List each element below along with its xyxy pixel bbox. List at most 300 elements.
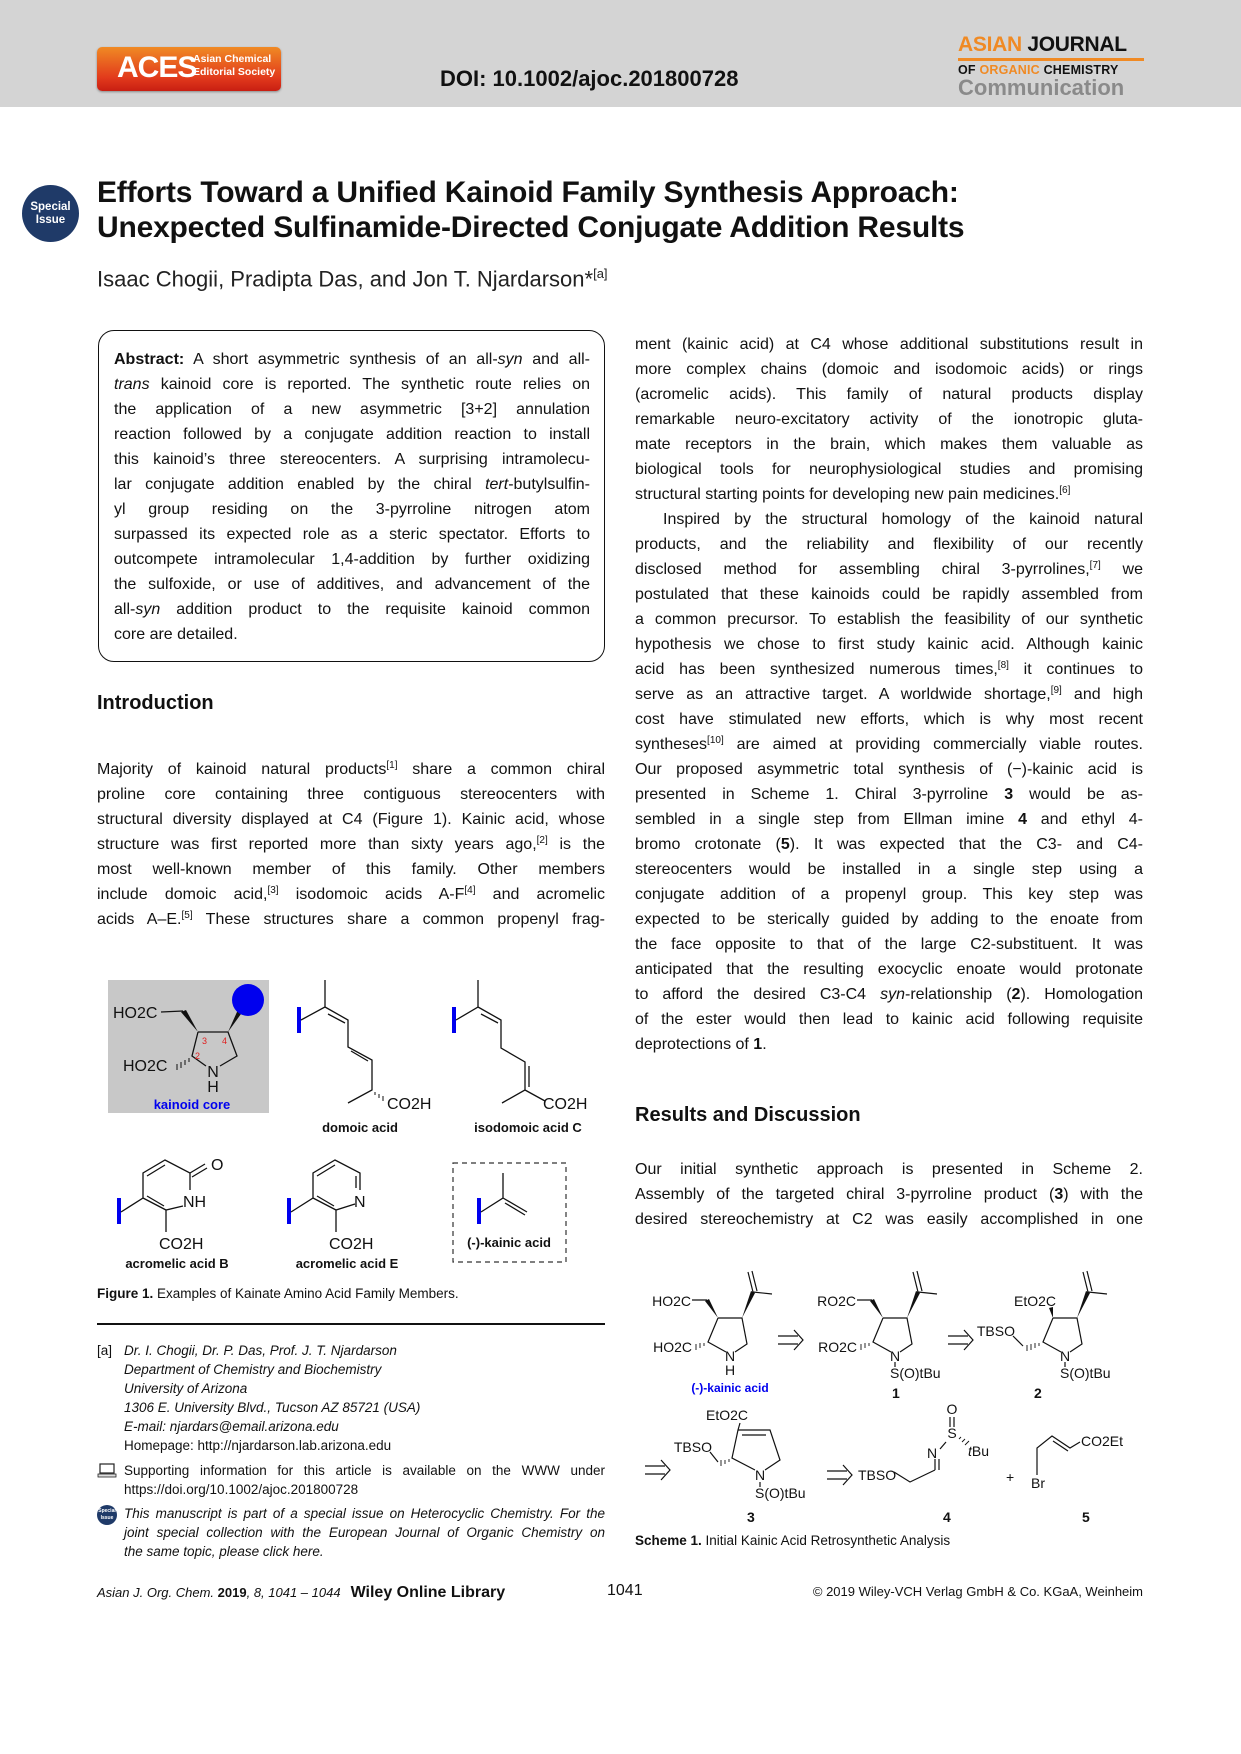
text-segment: and high [1061, 686, 1143, 703]
atom-label: TBSO [673, 1439, 712, 1455]
text-line [635, 757, 1143, 782]
text-segment: cost have stimulated new efforts, which is why most recent [635, 711, 1143, 728]
text-line [635, 1182, 1143, 1207]
text-segment: Assembly of the targeted chiral 3-pyrroline product ( [635, 1186, 1055, 1203]
kainic-acid-structure [652, 1271, 772, 1395]
aces-line2: Editorial Society [193, 66, 276, 78]
text-line [97, 757, 605, 782]
text-segment: to afford the desired C3-C4 [635, 986, 881, 1003]
text-line [114, 497, 590, 522]
structure-label: acromelic acid E [295, 1256, 399, 1270]
text-segment: anticipated that the resulting exocyclic enoate would protonate [635, 961, 1143, 978]
footnote-line: Department of Chemistry and Biochemistry [124, 1362, 382, 1377]
atom-label: N [889, 1348, 901, 1364]
footnote-mark: [a] [97, 1343, 113, 1358]
text-line [114, 447, 590, 472]
atom-label: S(O)tBu [890, 1365, 941, 1381]
compound-2-structure [977, 1271, 1111, 1401]
text-line [97, 782, 605, 807]
badge-line1: Special [30, 200, 71, 213]
text-segment: postulated that these kainoids could be rapidly assembled from [635, 586, 1143, 603]
text-line [635, 732, 1143, 757]
year: 2019 [217, 1585, 247, 1600]
text-line [635, 1032, 1143, 1057]
caption-label: Scheme 1. [635, 1533, 702, 1548]
atom-label: H [724, 1362, 736, 1378]
acromelic-acid-e-structure [287, 1160, 399, 1270]
footnote-text: Dr. I. Chogii, Dr. P. Das, Prof. J. T. Njardarson [124, 1343, 397, 1358]
homepage-link[interactable]: Homepage: http://njardarson.lab.arizona.edu [124, 1438, 392, 1453]
structure-label: (-)-kainic acid [467, 1235, 551, 1250]
bonds [481, 1173, 527, 1215]
text-line [635, 857, 1143, 882]
text-segment: biological tools for neurophysiological studies and promising [635, 461, 1143, 478]
citation-ref[interactable]: [2] [536, 835, 548, 846]
text-segment: conjugate addition of a propenyl group. This key step was [635, 886, 1143, 903]
bonds [710, 1423, 780, 1487]
text-segment: syn [497, 351, 523, 368]
attachment-bar [297, 1007, 301, 1033]
text-segment: isodomoic acids A-F [278, 886, 465, 903]
text-segment: 3 [1054, 1186, 1064, 1203]
substituent-placeholder-circle [232, 984, 264, 1016]
citation-ref[interactable]: [3] [267, 885, 279, 896]
journal-abbrev: Asian J. Org. Chem. [97, 1585, 215, 1600]
text-segment: surpassed its expected role as a steric spectator. Efforts to [114, 526, 590, 543]
bonds [894, 1417, 957, 1482]
article-type: Communication [958, 75, 1125, 100]
compound-3-structure [674, 1407, 806, 1525]
text-segment: 1 [753, 1036, 763, 1053]
text-segment: kainoid core is reported. The synthetic route relies on [149, 376, 590, 393]
atom-label: N [1059, 1348, 1071, 1364]
text-segment: yl group residing on the 3-pyrroline nitrogen atom [114, 501, 590, 518]
compound-number: 1 [892, 1385, 900, 1401]
structure-label: acromelic acid B [125, 1256, 229, 1270]
text-segment: addition product to the requisite kainoid common [160, 601, 590, 618]
supporting-info-text: Supporting information for this article is available on the WWW under [124, 1463, 605, 1478]
text-segment: it continues to [1008, 661, 1144, 678]
citation-ref[interactable]: [5] [181, 910, 193, 921]
text-segment: acids A–E. [97, 911, 182, 928]
journal-logo[interactable] [958, 33, 1144, 101]
structure-label: (-)-kainic acid [691, 1381, 769, 1395]
text-segment: and acromelic [475, 886, 606, 903]
email-link[interactable]: E-mail: njardars@email.arizona.edu [124, 1419, 339, 1434]
text-segment: of the ester would then lead to kainic acid following requisite [635, 1011, 1143, 1028]
text-segment: core are detailed. [114, 626, 238, 643]
bonds [301, 980, 372, 1103]
atom-label: RO2C [818, 1339, 857, 1355]
atom-label: N [207, 1064, 219, 1081]
text-line [635, 882, 1143, 907]
caption-text: Initial Kainic Acid Retrosynthetic Analysis [701, 1533, 951, 1548]
wedge-bond [705, 1299, 718, 1318]
atom-label: EtO2C [705, 1407, 748, 1423]
structure-label: domoic acid [322, 1120, 398, 1135]
text-segment: desired stereochemistry at C2 was easily accomplished in one [635, 1211, 1143, 1228]
retro-arrow [778, 1330, 803, 1350]
footnote-line: University of Arizona [124, 1381, 248, 1396]
text-line [635, 832, 1143, 857]
position-number: 4 [222, 1036, 228, 1046]
text-segment: stereocenters would be installed in a single step using a [635, 861, 1143, 878]
text-segment: the application of a new asymmetric [3+2] annulation [114, 401, 590, 418]
logo-word: CHEMISTRY [1043, 63, 1119, 77]
figure-1-structures [95, 970, 615, 1270]
wedge-bond [870, 1299, 883, 1318]
hashed-bond [375, 1092, 383, 1101]
text-line [635, 432, 1143, 457]
text-segment: bromo crotonate ( [635, 836, 781, 853]
author-names: Isaac Chogii, Pradipta Das, and Jon T. Njardarson* [97, 266, 594, 292]
atom-label: EtO2C [1013, 1293, 1056, 1309]
text-segment: . [762, 1036, 767, 1053]
title-line1: Efforts Toward a Unified Kainoid Family Synthesis Approach: [97, 176, 959, 209]
atom-label: N [354, 1194, 366, 1211]
atom-label: Br [1031, 1475, 1045, 1491]
text-segment: proline core containing three contiguous stereocenters with [97, 786, 605, 803]
text-segment: structural diversity displayed at C4 (Figure 1). Kainic acid, whose [97, 811, 605, 828]
text-segment: syntheses [635, 736, 708, 753]
scheme-1-retrosynthesis [630, 1270, 1140, 1530]
section-heading-results: Results and Discussion [635, 1104, 861, 1126]
wedge-bond [907, 1291, 920, 1318]
text-line [114, 397, 590, 422]
compound-5-structure [1031, 1433, 1123, 1525]
text-line [114, 572, 590, 597]
badge-line2: Issue [100, 1515, 114, 1521]
text-line [114, 522, 590, 547]
aces-logo-text: ACES [117, 51, 197, 84]
plus-sign: + [1006, 1469, 1015, 1485]
text-segment: Majority of kainoid natural products [97, 761, 387, 778]
citation [97, 1584, 505, 1602]
footnote-line [97, 1341, 605, 1360]
retro-arrow [827, 1465, 852, 1485]
text-segment: 3 [1004, 786, 1014, 803]
atom-label: N [926, 1445, 938, 1461]
atom-label: N [754, 1467, 766, 1483]
atom-label: HO2C [652, 1293, 691, 1309]
scheme-1-caption [635, 1533, 950, 1548]
text-segment: acid has been synthesized numerous times, [635, 661, 998, 678]
logo-word: ASIAN [958, 33, 1022, 56]
text-segment: 4 [1018, 811, 1027, 828]
atom-label [968, 1443, 989, 1459]
attachment-bar [477, 1198, 481, 1224]
bonds [456, 980, 545, 1103]
position-number: 2 [195, 1051, 201, 1061]
text-segment: -relationship ( [905, 986, 1012, 1003]
doi-link[interactable]: DOI: 10.1002/ajoc.201800728 [440, 66, 739, 91]
text-segment: are aimed at providing commercially viable routes. [723, 736, 1143, 753]
volume-pages: , 8, 1041 – 1044 [246, 1585, 341, 1600]
atom-label: S(O)tBu [755, 1485, 806, 1501]
kainoid-core-structure [108, 980, 269, 1113]
footnote-line: 1306 E. University Blvd., Tucson AZ 85721 (USA) [124, 1400, 421, 1415]
text-line [114, 597, 590, 622]
text-segment: reaction followed by a conjugate addition reaction to install [114, 426, 590, 443]
text-segment: Our initial synthetic approach is presented in Scheme 2. [635, 1161, 1143, 1178]
tert-prefix: t [968, 1443, 972, 1459]
text-line [114, 472, 590, 497]
special-issue-link[interactable]: the same topic, please click here. [124, 1544, 324, 1559]
text-line [97, 832, 605, 857]
text-segment: trans [114, 376, 150, 393]
section-heading-introduction: Introduction [97, 692, 214, 714]
introduction-text [97, 757, 605, 932]
text-segment: outcompete intramolecular 1,4-addition by further oxidizing [114, 551, 590, 568]
compound-4-structure [858, 1401, 989, 1525]
text-line [635, 632, 1143, 657]
compound-number: 3 [747, 1509, 755, 1525]
text-segment: this kainoid’s three stereocenters. A surprising intramolecu- [114, 451, 590, 468]
text-line [635, 357, 1143, 382]
text-line [635, 1157, 1143, 1182]
page-number: 1041 [607, 1582, 643, 1599]
citation-ref[interactable]: [6] [1059, 485, 1071, 496]
supporting-info-link[interactable]: https://doi.org/10.1002/ajoc.201800728 [124, 1482, 359, 1497]
domoic-acid-structure [297, 980, 431, 1135]
attachment-bar [287, 1198, 291, 1224]
hashed-bond [721, 1459, 729, 1466]
text-line [635, 707, 1143, 732]
atom-label: CO2H [329, 1236, 374, 1253]
text-line [114, 547, 590, 572]
wiley-online-library-link[interactable]: Wiley Online Library [350, 1584, 506, 1601]
bonds [1037, 1436, 1080, 1475]
atom-label: O [211, 1157, 224, 1174]
results-text [635, 1157, 1143, 1232]
aces-logo-subtitle [193, 53, 275, 79]
citation-ref[interactable]: [4] [464, 885, 476, 896]
text-segment: Abstract: [114, 351, 185, 368]
copyright: © 2019 Wiley-VCH Verlag GmbH & Co. KGaA, Weinheim [812, 1584, 1143, 1599]
text-segment: and ethyl 4- [1027, 811, 1143, 828]
text-line [635, 382, 1143, 407]
text-segment: a common precursor. To establish the feasibility of our synthetic [635, 611, 1143, 628]
abstract-text [114, 347, 590, 647]
text-segment: ). Homologation [1020, 986, 1143, 1003]
citation-ref[interactable]: [9] [1050, 685, 1062, 696]
bonds [692, 1271, 772, 1352]
text-segment: lar conjugate addition enabled by the chiral [114, 476, 486, 493]
text-segment: sembled in a single step from Ellman imine [635, 811, 1019, 828]
text-segment: is the [547, 836, 606, 853]
compound-1-structure [817, 1271, 940, 1401]
text-line [635, 1007, 1143, 1032]
structure-label: kainoid core [153, 1097, 231, 1112]
text-segment: share a common chiral [397, 761, 605, 778]
article-title [97, 175, 964, 245]
text-segment: would be as- [1013, 786, 1143, 803]
text-segment: 5 [780, 836, 790, 853]
atom-label: CO2Et [1081, 1433, 1124, 1449]
text-segment: presented in Scheme 1. Chiral 3-pyrroline [635, 786, 1005, 803]
caption-text: Examples of Kainate Amino Acid Family Members. [153, 1286, 459, 1301]
affiliation-mark[interactable]: [a] [593, 266, 608, 281]
computer-icon [97, 1463, 117, 1478]
text-line [635, 332, 1143, 357]
text-line [635, 607, 1143, 632]
page-footer [97, 1582, 1143, 1602]
atom-label: S [947, 1425, 957, 1441]
hashed-bond [696, 1343, 704, 1350]
atom-label: NH [183, 1194, 207, 1211]
special-issue-badge[interactable] [22, 185, 79, 242]
text-segment: products, and the reliability and flexibility of our recently [635, 536, 1143, 553]
text-segment: syn [135, 601, 161, 618]
atom-label: TBSO [858, 1467, 897, 1483]
journal-logo-line1 [958, 33, 1144, 57]
citation-ref[interactable]: [7] [1089, 560, 1101, 571]
text-line [635, 932, 1143, 957]
text-line [635, 907, 1143, 932]
text-line [635, 532, 1143, 557]
text-segment: structure was first reported more than sixty years ago, [97, 836, 537, 853]
retro-arrow [645, 1460, 670, 1480]
text-segment: These structures share a common propenyl frag- [192, 911, 605, 928]
compound-number: 4 [943, 1509, 951, 1525]
text-line [97, 807, 605, 832]
text-segment: ment (kainic acid) at C4 whose additional substitutions result in [635, 336, 1143, 353]
text-line [635, 1207, 1143, 1232]
text-segment: ). It was expected that the C3- and C4- [789, 836, 1144, 853]
text-segment: disclosed method for assembling chiral 3-pyrrolines, [635, 561, 1090, 578]
butyl-label: Bu [971, 1443, 990, 1459]
text-line [635, 407, 1143, 432]
text-segment: and all- [522, 351, 590, 368]
compound-number: 2 [1034, 1385, 1042, 1401]
atom-label: HO2C [113, 1005, 158, 1022]
text-line [635, 557, 1143, 582]
aces-logo[interactable] [97, 47, 281, 91]
retro-arrow [948, 1330, 973, 1350]
caption-label: Figure 1. [97, 1286, 154, 1301]
text-line [114, 622, 590, 647]
special-issue-note: joint special collection with the European Journal of Organic Chemistry on [124, 1525, 605, 1540]
text-line [635, 582, 1143, 607]
badge-line2: Issue [35, 213, 66, 226]
text-segment: remarkable neuro-excitatory activity of the ionotropic gluta- [635, 411, 1143, 428]
attachment-bar [452, 1007, 456, 1033]
author-list [97, 266, 608, 292]
text-line [635, 782, 1143, 807]
text-segment: -butylsulfin- [508, 476, 590, 493]
text-segment: mate receptors in the brain, which makes them valuable as [635, 436, 1143, 453]
text-segment: hypothesis we chose to first study kainic acid. Although kainic [635, 636, 1143, 653]
text-segment: ) with the [1063, 1186, 1143, 1203]
text-line [97, 882, 605, 907]
logo-word: ORGANIC [979, 63, 1040, 77]
text-segment: all- [114, 601, 136, 618]
text-line [97, 857, 605, 882]
text-segment: (acromelic acids). This family of natural products display [635, 386, 1143, 403]
text-line [635, 482, 1143, 507]
aces-line1: Asian Chemical [193, 53, 272, 65]
text-line [635, 807, 1143, 832]
text-line [635, 457, 1143, 482]
atom-label: N [724, 1348, 736, 1364]
acromelic-acid-b-structure [117, 1157, 229, 1270]
wedge-bond [742, 1291, 755, 1318]
hashed-bond [1027, 1343, 1039, 1351]
text-line [635, 682, 1143, 707]
text-segment: the face opposite to that of the large C2-substituent. It was [635, 936, 1143, 953]
text-segment: A short asymmetric synthesis of an all- [184, 351, 498, 368]
atom-label: HO2C [123, 1058, 168, 1075]
atom-label: CO2H [543, 1096, 588, 1113]
atom-label: RO2C [817, 1293, 856, 1309]
badge-line1: Special [98, 1508, 116, 1514]
logo-word: JOURNAL [1027, 33, 1127, 56]
atom-label: CO2H [387, 1096, 432, 1113]
text-line [635, 507, 1143, 532]
atom-label: O [946, 1401, 958, 1417]
text-line [114, 347, 590, 372]
atom-label: CO2H [159, 1236, 204, 1253]
text-segment: the sulfoxide, or use of additives, and advancement of the [114, 576, 590, 593]
text-segment: include domoic acid, [97, 886, 268, 903]
text-segment: serve as an attractive target. A worldwide shortage, [635, 686, 1051, 703]
hashed-bond [861, 1343, 869, 1350]
atom-label: H [207, 1079, 219, 1096]
isodomoic-acid-structure [452, 980, 587, 1135]
position-number: 3 [202, 1036, 208, 1046]
citation-ref[interactable]: [10] [707, 735, 724, 746]
logo-divider [958, 58, 1144, 61]
text-segment: structural starting points for developing new pain medicines. [635, 486, 1060, 503]
special-issue-icon [97, 1505, 117, 1525]
text-line [635, 657, 1143, 682]
text-segment: we [1100, 561, 1143, 578]
text-line [635, 982, 1143, 1007]
kainic-acid-substituent [453, 1163, 566, 1262]
citation-ref[interactable]: [1] [386, 760, 398, 771]
atom-label: TBSO [976, 1323, 1015, 1339]
wedge-bond [1077, 1291, 1090, 1318]
footnote-divider [97, 1323, 605, 1325]
text-line [635, 957, 1143, 982]
special-issue-note: This manuscript is part of a special issue on Heterocyclic Chemistry. For the [124, 1506, 605, 1521]
text-segment: deprotections of [635, 1036, 754, 1053]
text-segment: expected to be sterically guided by adding to the enoate from [635, 911, 1143, 928]
text-line [114, 422, 590, 447]
title-line2: Unexpected Sulfinamide-Directed Conjugate Addition Results [97, 211, 965, 244]
text-line [114, 372, 590, 397]
text-segment: syn [880, 986, 906, 1003]
attachment-bar [117, 1198, 121, 1224]
atom-label: S(O)tBu [1060, 1365, 1111, 1381]
structure-label: isodomoic acid C [474, 1120, 582, 1135]
compound-number: 5 [1082, 1509, 1090, 1525]
text-segment: 2 [1011, 986, 1021, 1003]
bonds [291, 1160, 360, 1232]
text-segment: more complex chains (domoic and isodomoic acids) or rings [635, 361, 1143, 378]
citation-ref[interactable]: [8] [997, 660, 1009, 671]
footnotes [97, 1341, 605, 1561]
text-segment: tert [485, 476, 509, 493]
text-segment: most well-known member of this family. Other members [97, 861, 605, 878]
text-segment: Our proposed asymmetric total synthesis of (−)-kainic acid is [635, 761, 1143, 778]
text-line [97, 907, 605, 932]
body-text-right [635, 332, 1143, 1057]
figure-1-caption [97, 1286, 459, 1301]
atom-label: HO2C [653, 1339, 692, 1355]
logo-word: OF [958, 63, 976, 77]
text-segment: Inspired by the structural homology of the kainoid natural [663, 511, 1143, 528]
